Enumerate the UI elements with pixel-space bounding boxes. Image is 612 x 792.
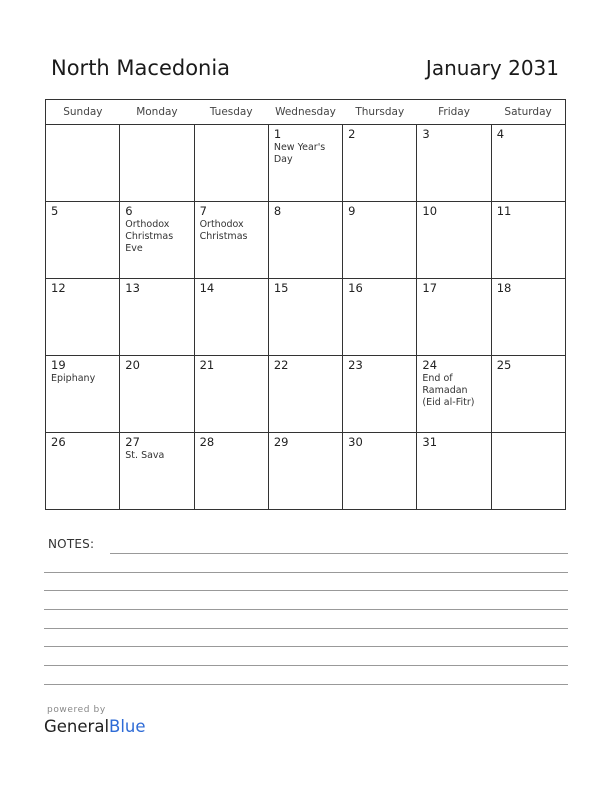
day-number: 30 — [348, 435, 363, 449]
note-line — [44, 646, 568, 647]
day-cell — [46, 202, 120, 279]
day-number: 9 — [348, 204, 356, 218]
day-number: 31 — [422, 435, 438, 449]
note-line — [44, 609, 568, 610]
day-cell — [46, 279, 120, 356]
note-line — [44, 572, 568, 573]
day-number: 28 — [199, 435, 215, 449]
weekday-monday: Monday — [120, 100, 194, 125]
day-cell — [417, 202, 491, 279]
day-number: 24 — [422, 358, 438, 372]
day-cell — [343, 125, 417, 202]
day-number: 27 — [125, 435, 140, 449]
day-cell — [120, 125, 194, 202]
day-number: 21 — [199, 358, 215, 372]
holiday-label: End of Ramadan (Eid al-Fitr) — [422, 373, 475, 408]
day-cell — [343, 433, 417, 510]
powered-by-text: powered by — [47, 705, 106, 715]
country-title: North Macedonia — [51, 56, 231, 80]
day-cell — [343, 202, 417, 279]
day-cell — [268, 433, 342, 510]
day-number: 10 — [422, 204, 438, 218]
day-cell — [194, 433, 268, 510]
day-cell — [417, 125, 491, 202]
day-cell — [194, 356, 268, 433]
day-cell — [343, 279, 417, 356]
day-number: 29 — [273, 435, 289, 449]
day-number: 3 — [422, 127, 430, 141]
day-cell — [268, 356, 342, 433]
holiday-label: Orthodox Christmas Eve — [125, 219, 174, 254]
week-row — [46, 202, 566, 279]
day-number: 19 — [51, 358, 66, 372]
day-number: 5 — [51, 204, 59, 218]
weekday-tuesday: Tuesday — [194, 100, 268, 125]
day-cell — [46, 356, 120, 433]
logo-blue: Blue — [109, 717, 146, 736]
day-cell — [120, 202, 194, 279]
day-number: 18 — [496, 281, 512, 295]
day-number: 11 — [496, 204, 512, 218]
day-cell — [120, 279, 194, 356]
weekday-friday: Friday — [417, 100, 491, 125]
day-cell — [491, 279, 565, 356]
month-title: January 2031 — [425, 56, 559, 80]
day-cell — [46, 125, 120, 202]
day-cell — [194, 125, 268, 202]
weekday-wednesday: Wednesday — [268, 100, 342, 125]
day-cell — [491, 202, 565, 279]
day-cell — [194, 279, 268, 356]
day-cell — [417, 279, 491, 356]
note-line — [44, 628, 568, 629]
day-number: 1 — [273, 127, 282, 141]
day-number: 17 — [422, 281, 438, 295]
week-row — [46, 125, 566, 202]
day-number: 15 — [273, 281, 289, 295]
day-number: 23 — [348, 358, 363, 372]
day-cell — [120, 356, 194, 433]
calendar-grid — [45, 99, 566, 510]
day-cell — [194, 202, 268, 279]
day-number: 8 — [273, 204, 282, 218]
day-cell — [268, 279, 342, 356]
weekday-sunday: Sunday — [46, 100, 120, 125]
notes-label: NOTES: — [48, 537, 95, 551]
day-number: 13 — [125, 281, 140, 295]
day-cell — [491, 356, 565, 433]
day-number: 16 — [348, 281, 363, 295]
generalblue-logo — [44, 717, 146, 736]
day-cell — [120, 433, 194, 510]
day-number: 4 — [496, 127, 505, 141]
day-number: 25 — [496, 358, 512, 372]
weekday-thursday: Thursday — [343, 100, 417, 125]
holiday-label: St. Sava — [125, 450, 165, 461]
day-number: 20 — [125, 358, 140, 372]
holiday-label: New Year's Day — [273, 142, 326, 165]
holiday-label: Epiphany — [51, 373, 96, 384]
day-cell — [491, 433, 565, 510]
day-cell — [268, 125, 342, 202]
note-line — [44, 665, 568, 666]
day-cell — [417, 356, 491, 433]
day-cell — [417, 433, 491, 510]
note-line — [44, 590, 568, 591]
week-row — [46, 433, 566, 510]
week-row — [46, 279, 566, 356]
week-row — [46, 356, 566, 433]
day-cell — [46, 433, 120, 510]
weekday-header-row — [46, 100, 566, 125]
day-number: 2 — [348, 127, 356, 141]
day-number: 6 — [125, 204, 133, 218]
day-number: 22 — [273, 358, 289, 372]
day-cell — [491, 125, 565, 202]
day-number: 26 — [51, 435, 66, 449]
logo-general: General — [44, 717, 110, 736]
day-cell — [268, 202, 342, 279]
day-number: 14 — [199, 281, 215, 295]
weekday-saturday: Saturday — [491, 100, 565, 125]
holiday-label: Orthodox Christmas — [199, 219, 248, 242]
day-cell — [343, 356, 417, 433]
day-number: 12 — [51, 281, 66, 295]
note-line — [44, 684, 568, 685]
day-number: 7 — [199, 204, 207, 218]
note-line — [110, 553, 568, 554]
